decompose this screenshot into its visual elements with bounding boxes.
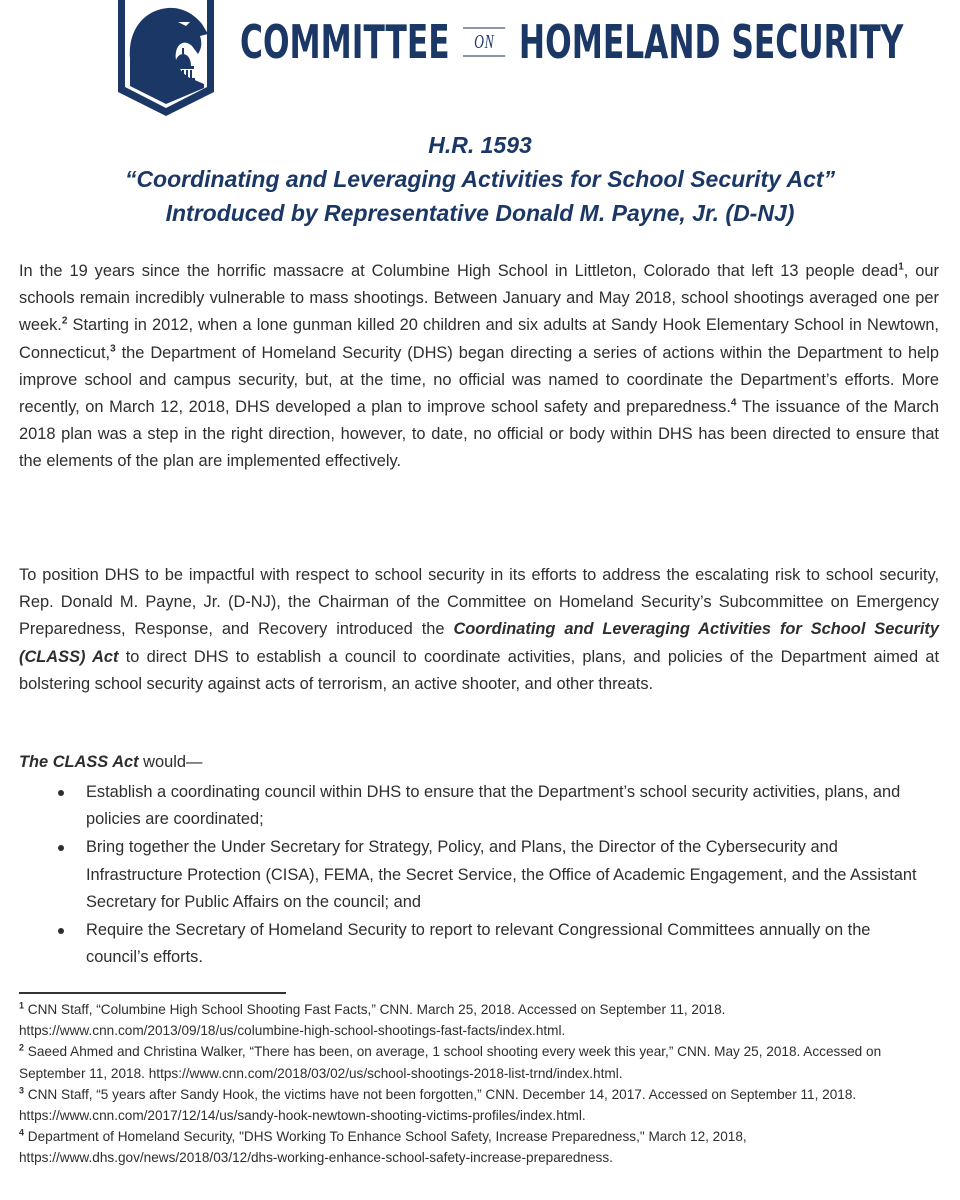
- footnote-ref-2[interactable]: 2: [61, 315, 68, 327]
- text-run: In the 19 years since the horrific massacre at Columbine High School in Littleton, Colorado that left 13 people dead: [19, 262, 899, 280]
- footnote-separator: [19, 992, 286, 994]
- divider-line: [463, 55, 505, 57]
- eagle-shield-logo-icon: [116, 0, 216, 118]
- footnote-text: CNN Staff, “5 years after Sandy Hook, the victims have not been forgotten,” CNN. December 14, 2017. Accessed on September 11, 2018. https://www.cnn.com/2017/12/14/us/sandy-hook-newtown-shooting-victims-profiles/index.html.: [19, 1086, 857, 1124]
- footnote-1: [19, 999, 949, 1041]
- footnote-ref-4[interactable]: 4: [730, 397, 737, 409]
- list-item: [52, 834, 932, 916]
- text-run: The issuance of the March 2018 plan was a step in the right direction, however, to date, no official or body within DHS has been directed to ensure that the elements of the plan are implemented effectively.: [19, 398, 939, 471]
- list-item-text: Require the Secretary of Homeland Security to report to relevant Congressional Committees annually on the council’s efforts.: [86, 921, 871, 967]
- footnote-number: 2: [19, 1042, 25, 1053]
- bill-sponsor: Introduced by Representative Donald M. Payne, Jr. (D-NJ): [165, 200, 795, 226]
- text-run: , our schools remain incredibly vulnerable to mass shootings. Between January and May 2018, school shootings averaged one per week.: [19, 262, 939, 335]
- list-item: [52, 779, 932, 833]
- footnote-2: [19, 1041, 949, 1083]
- text-run: To position DHS to be impactful with respect to school security in its efforts to address the escalating risk to school security, Rep. Donald M. Payne, Jr. (D-NJ), the Chairman of the Committee on Homeland Security’s Subcommittee on Emergency Preparedness, Response, and Recovery introduced the: [19, 566, 939, 639]
- class-act-lead: [19, 749, 202, 776]
- class-act-label: The CLASS Act: [19, 753, 139, 771]
- letterhead: [0, 0, 960, 120]
- wordmark-on: ON: [474, 31, 495, 53]
- footnotes: [19, 999, 949, 1169]
- purpose-paragraph: [19, 562, 939, 698]
- text-run: Starting in 2012, when a lone gunman killed 20 children and six adults at Sandy Hook Elementary School in Newtown, Connecticut,: [19, 316, 939, 362]
- bullet-icon: [58, 790, 64, 796]
- footnote-3: [19, 1084, 949, 1126]
- class-act-provisions: [52, 779, 932, 972]
- footnote-text: Department of Homeland Security, "DHS Working To Enhance School Safety, Increase Preparedness," March 12, 2018, https://www.dhs.gov/news/2018/03/12/dhs-working-enhance-school-safety-increase-preparedness.: [19, 1129, 747, 1166]
- footnote-number: 1: [19, 1000, 25, 1011]
- committee-wordmark: [240, 14, 903, 70]
- wordmark-committee: COMMITTEE: [240, 15, 450, 69]
- bill-name: “Coordinating and Leveraging Activities for School Security Act”: [124, 166, 836, 192]
- footnote-text: Saeed Ahmed and Christina Walker, “There has been, on average, 1 school shooting every week this year,” CNN. May 25, 2018. Accessed on September 11, 2018. https://www.cnn.com/2018/03/02/us/school-shootings-2018-list-trnd/index.html.: [19, 1044, 882, 1081]
- wordmark-on-divider: [463, 17, 505, 67]
- bullet-icon: [58, 845, 64, 851]
- text-run: to direct DHS to establish a council to coordinate activities, plans, and policies of the Department aimed at bolstering school security against acts of terrorism, an active shooter, and other threats.: [19, 647, 940, 693]
- list-item-text: Bring together the Under Secretary for Strategy, Policy, and Plans, the Director of the Cybersecurity and Infrastructure Protection (CISA), FEMA, the Secret Service, the Office of Academic Engagement, and the Assistant Secretary for Public Affairs on the council; and: [86, 838, 917, 911]
- footnote-number: 4: [19, 1127, 25, 1138]
- wordmark-homeland-security: HOMELAND SECURITY: [518, 15, 904, 69]
- list-item: [52, 917, 932, 971]
- document-title: [0, 128, 960, 230]
- text-run: the Department of Homeland Security (DHS) began directing a series of actions within the Department to help improve school and campus security, but, at the time, no official was named to coordinate the Department’s efforts. More recently, on March 12, 2018, DHS developed a plan to improve school safety and preparedness.: [19, 343, 939, 417]
- text-run: would—: [138, 753, 203, 771]
- footnote-4: [19, 1126, 949, 1168]
- act-name-emphasis: Coordinating and Leveraging Activities for School Security (CLASS) Act: [19, 620, 939, 666]
- footnote-ref-3[interactable]: 3: [110, 343, 116, 355]
- footnote-ref-1[interactable]: 1: [898, 261, 904, 273]
- bill-number: H.R. 1593: [428, 132, 532, 158]
- footnote-number: 3: [19, 1085, 25, 1096]
- intro-paragraph: [19, 258, 939, 476]
- footnote-text: CNN Staff, “Columbine High School Shooting Fast Facts,” CNN. March 25, 2018. Accessed on September 11, 2018. https://www.cnn.com/2013/09/18/us/columbine-high-school-shootings-fast-facts/index.html.: [19, 1002, 726, 1039]
- bullet-icon: [58, 928, 64, 934]
- list-item-text: Establish a coordinating council within DHS to ensure that the Department’s school security activities, plans, and policies are coordinated;: [86, 783, 901, 829]
